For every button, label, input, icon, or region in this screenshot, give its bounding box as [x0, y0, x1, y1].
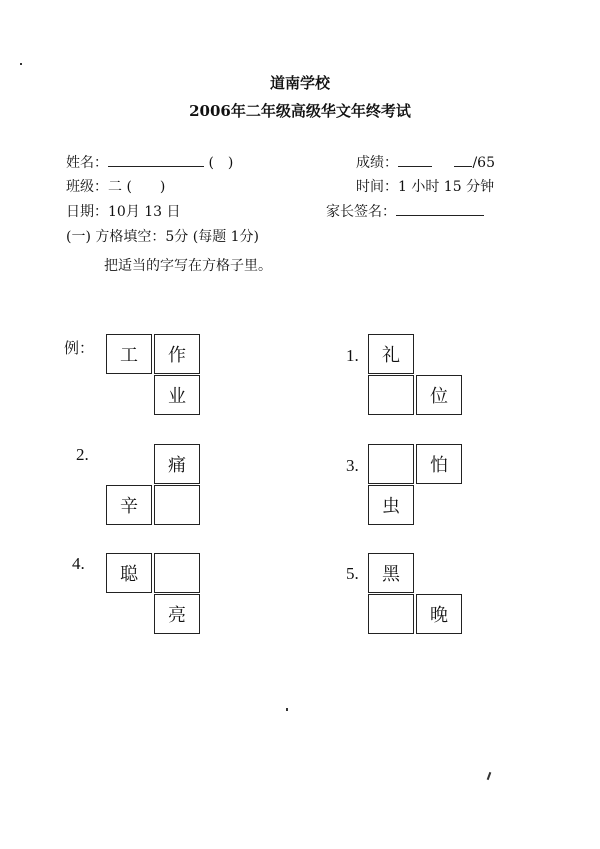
q2-label: 2.	[76, 445, 89, 464]
q5-cell-3: 晚	[416, 594, 462, 634]
exam-title: 2006年二年级高级华文年终考试	[189, 102, 411, 120]
name-label: 姓名：	[66, 155, 108, 171]
section-heading: (一) 方格填空：5分 (每题 1分)	[66, 229, 260, 245]
example-cell-2: 作	[154, 334, 200, 374]
time-label: 时间：	[356, 179, 398, 195]
parent-signature-blank[interactable]	[396, 203, 484, 216]
q2-cell-2: 辛	[106, 485, 152, 525]
time-value: 1 小时 15 分钟	[398, 179, 495, 195]
score-label: 成绩：	[356, 155, 398, 171]
school-name: 道南学校	[269, 74, 330, 92]
scan-speck	[20, 63, 22, 65]
q4-cell-2[interactable]	[154, 553, 200, 593]
example-cell-1: 工	[106, 334, 152, 374]
q5-cell-2[interactable]	[368, 594, 414, 634]
q1-cell-2[interactable]	[368, 375, 414, 415]
date-value: 10月 13 日	[108, 204, 181, 220]
q3-label: 3.	[346, 456, 359, 475]
q4-label: 4.	[72, 554, 85, 573]
score-total-blank[interactable]	[454, 154, 472, 167]
class-label: 班级：二 ( )	[66, 179, 166, 195]
score-row	[356, 152, 495, 172]
q3-cell-1[interactable]	[368, 444, 414, 484]
q3-cell-2: 怕	[416, 444, 462, 484]
section-instruction: 把适当的字写在方格子里。	[104, 258, 272, 274]
example-cell-3: 业	[154, 375, 200, 415]
score-total: /65	[472, 155, 495, 171]
q3-cell-3: 虫	[368, 485, 414, 525]
time-row	[356, 176, 494, 196]
date-row	[66, 201, 181, 221]
q4-cell-3: 亮	[154, 594, 200, 634]
q2-cell-3[interactable]	[154, 485, 200, 525]
q2-cell-1: 痛	[154, 444, 200, 484]
parent-signature-label: 家长签名：	[326, 204, 396, 220]
q4-cell-1: 聪	[106, 553, 152, 593]
q1-cell-1: 礼	[368, 334, 414, 374]
date-label: 日期：	[66, 204, 108, 220]
q5-label: 5.	[346, 564, 359, 583]
scan-speck	[487, 772, 492, 780]
score-blank[interactable]	[398, 154, 432, 167]
parent-signature-row	[326, 201, 484, 221]
name-blank[interactable]	[108, 154, 204, 167]
name-paren: ( )	[208, 155, 234, 171]
q1-label: 1.	[346, 346, 359, 365]
scan-speck	[286, 708, 288, 711]
q1-cell-3: 位	[416, 375, 462, 415]
q5-cell-1: 黑	[368, 553, 414, 593]
example-label: 例：	[64, 339, 95, 357]
name-row	[66, 152, 233, 172]
